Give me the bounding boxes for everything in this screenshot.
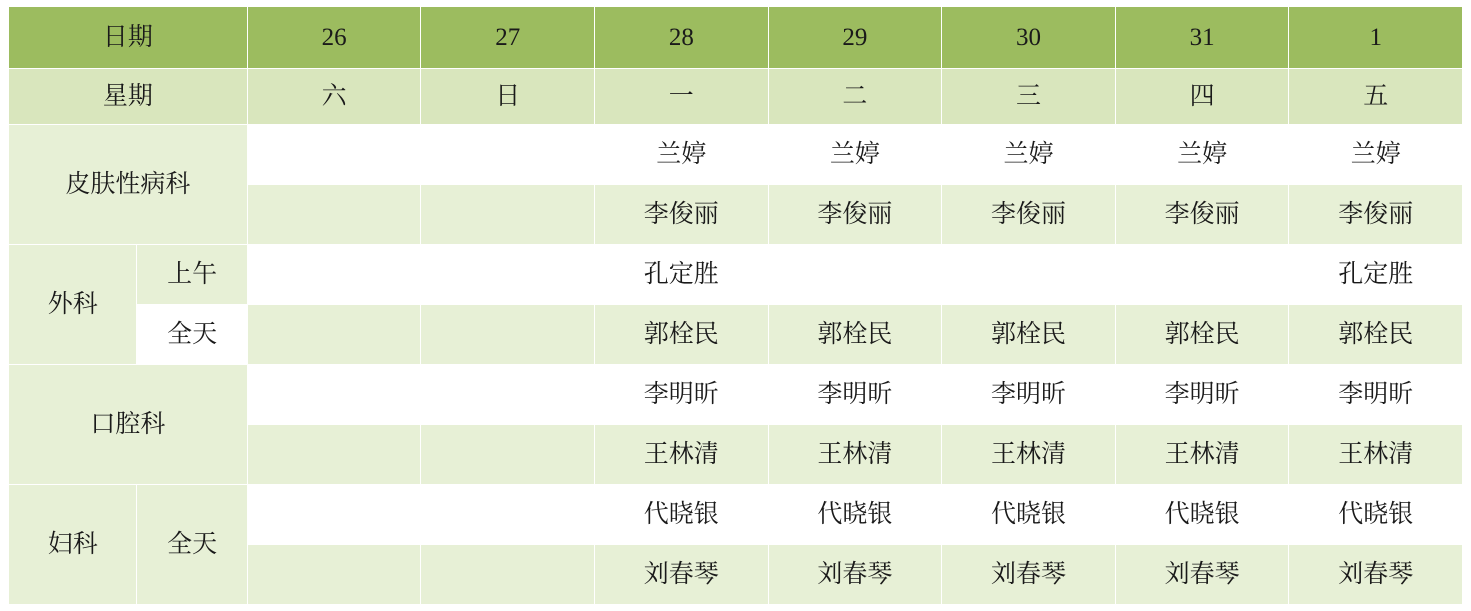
cell-gynecology-r0-c2: 代晓银 [595,485,769,545]
cell-gynecology-r0-c1 [421,485,595,545]
cell-surgery-r1-c4: 郭栓民 [942,305,1116,365]
weekday-label: 星期 [9,69,248,125]
cell-surgery-r1-c1 [421,305,595,365]
cell-gynecology-r1-c4: 刘春琴 [942,545,1116,605]
cell-gynecology-r0-c4: 代晓银 [942,485,1116,545]
cell-surgery-r1-c3: 郭栓民 [768,305,942,365]
cell-dental-r0-c6: 李明昕 [1289,365,1463,425]
weekday-cell-1: 日 [421,69,595,125]
cell-surgery-r0-c2: 孔定胜 [595,245,769,305]
department-row-surgery-2 [9,305,1463,365]
cell-dermatology-r0-c1 [421,125,595,185]
cell-dermatology-r1-c1 [421,185,595,245]
weekday-cell-0: 六 [247,69,421,125]
cell-surgery-r0-c3 [768,245,942,305]
weekday-cell-4: 三 [942,69,1116,125]
date-header-cell-3: 29 [768,7,942,69]
cell-surgery-r1-c2: 郭栓民 [595,305,769,365]
weekday-cell-2: 一 [595,69,769,125]
date-header-cell-5: 31 [1115,7,1289,69]
cell-gynecology-r0-c0 [247,485,421,545]
cell-dental-r1-c0 [247,425,421,485]
date-header-cell-4: 30 [942,7,1116,69]
cell-gynecology-r1-c1 [421,545,595,605]
cell-dermatology-r1-c6: 李俊丽 [1289,185,1463,245]
cell-surgery-r0-c1 [421,245,595,305]
cell-gynecology-r0-c5: 代晓银 [1115,485,1289,545]
department-row-gynecology-1 [9,485,1463,545]
subrow-label-surgery-fullday: 全天 [137,305,247,365]
department-name-dental: 口腔科 [9,365,248,485]
date-header-cell-2: 28 [595,7,769,69]
cell-dermatology-r0-c3: 兰婷 [768,125,942,185]
weekday-row [9,69,1463,125]
department-row-dermatology-1 [9,125,1463,185]
cell-dental-r1-c3: 王林清 [768,425,942,485]
cell-surgery-r1-c6: 郭栓民 [1289,305,1463,365]
cell-dental-r0-c1 [421,365,595,425]
department-name-gynecology: 妇科 [9,485,137,605]
date-header-label: 日期 [9,7,248,69]
cell-dental-r0-c2: 李明昕 [595,365,769,425]
cell-dental-r1-c6: 王林清 [1289,425,1463,485]
department-name-dermatology: 皮肤性病科 [9,125,248,245]
cell-dermatology-r1-c0 [247,185,421,245]
cell-surgery-r0-c0 [247,245,421,305]
cell-dermatology-r0-c6: 兰婷 [1289,125,1463,185]
cell-dermatology-r1-c3: 李俊丽 [768,185,942,245]
date-header-row [9,7,1463,69]
cell-dental-r1-c4: 王林清 [942,425,1116,485]
cell-surgery-r1-c0 [247,305,421,365]
cell-dental-r0-c3: 李明昕 [768,365,942,425]
cell-gynecology-r1-c6: 刘春琴 [1289,545,1463,605]
department-row-surgery-1 [9,245,1463,305]
cell-surgery-r0-c5 [1115,245,1289,305]
date-header-cell-0: 26 [247,7,421,69]
cell-dermatology-r1-c5: 李俊丽 [1115,185,1289,245]
department-row-dental-1 [9,365,1463,425]
cell-dental-r1-c5: 王林清 [1115,425,1289,485]
weekday-cell-6: 五 [1289,69,1463,125]
cell-gynecology-r1-c2: 刘春琴 [595,545,769,605]
cell-dermatology-r0-c0 [247,125,421,185]
cell-dermatology-r0-c2: 兰婷 [595,125,769,185]
department-name-surgery: 外科 [9,245,137,365]
date-header-cell-6: 1 [1289,7,1463,69]
cell-dermatology-r1-c2: 李俊丽 [595,185,769,245]
schedule-body [9,7,1463,605]
cell-dermatology-r0-c4: 兰婷 [942,125,1116,185]
cell-dental-r1-c1 [421,425,595,485]
doctor-schedule-table [8,6,1463,605]
cell-dental-r1-c2: 王林清 [595,425,769,485]
date-header-cell-1: 27 [421,7,595,69]
cell-gynecology-r0-c3: 代晓银 [768,485,942,545]
cell-surgery-r1-c5: 郭栓民 [1115,305,1289,365]
subrow-label-gynecology-fullday: 全天 [137,485,247,605]
cell-surgery-r0-c4 [942,245,1116,305]
cell-dental-r0-c0 [247,365,421,425]
cell-gynecology-r1-c5: 刘春琴 [1115,545,1289,605]
cell-dermatology-r0-c5: 兰婷 [1115,125,1289,185]
cell-gynecology-r0-c6: 代晓银 [1289,485,1463,545]
weekday-cell-3: 二 [768,69,942,125]
cell-surgery-r0-c6: 孔定胜 [1289,245,1463,305]
cell-dental-r0-c4: 李明昕 [942,365,1116,425]
cell-dermatology-r1-c4: 李俊丽 [942,185,1116,245]
cell-dental-r0-c5: 李明昕 [1115,365,1289,425]
weekday-cell-5: 四 [1115,69,1289,125]
subrow-label-surgery-morning: 上午 [137,245,247,305]
cell-gynecology-r1-c0 [247,545,421,605]
cell-gynecology-r1-c3: 刘春琴 [768,545,942,605]
